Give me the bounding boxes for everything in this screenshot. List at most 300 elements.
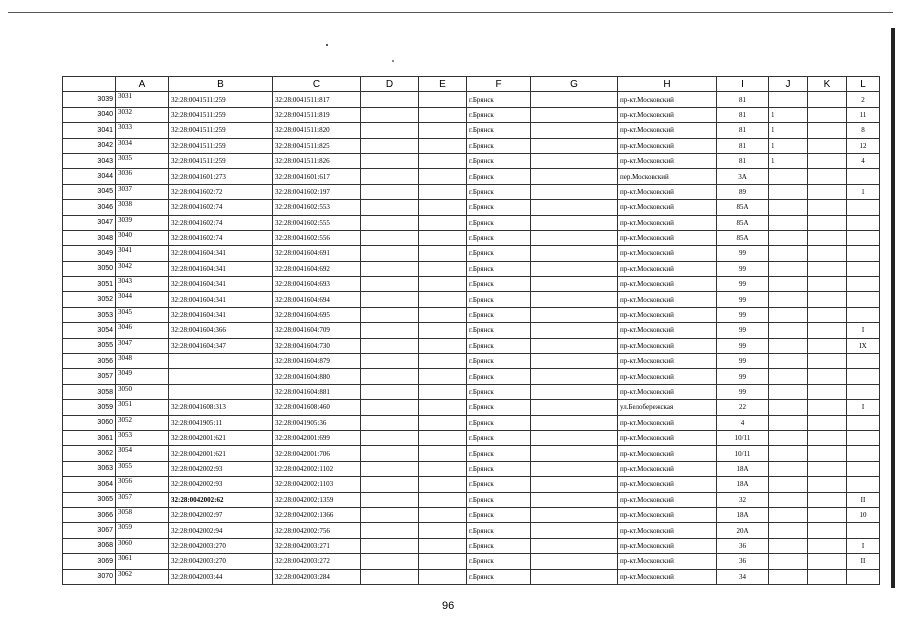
cell-h[interactable]: пр-кт.Московский bbox=[618, 507, 717, 522]
cell-g[interactable] bbox=[531, 384, 618, 399]
cell-f[interactable]: г.Брянск bbox=[467, 492, 531, 507]
cell-i[interactable]: 36 bbox=[717, 554, 769, 569]
cell-d[interactable] bbox=[361, 184, 419, 199]
cell-k[interactable] bbox=[808, 354, 847, 369]
cell-g[interactable] bbox=[531, 538, 618, 553]
row-header[interactable]: 3055 bbox=[63, 338, 116, 353]
cell-h[interactable]: пр-кт.Московский bbox=[618, 369, 717, 384]
cell-f[interactable]: г.Брянск bbox=[467, 354, 531, 369]
cell-c[interactable]: 32:28:0041602:555 bbox=[273, 215, 361, 230]
cell-a[interactable]: 3061 bbox=[116, 554, 169, 569]
cell-g[interactable] bbox=[531, 369, 618, 384]
cell-j[interactable] bbox=[769, 215, 808, 230]
cell-l[interactable]: IX bbox=[847, 338, 880, 353]
cell-k[interactable] bbox=[808, 400, 847, 415]
cell-k[interactable] bbox=[808, 215, 847, 230]
cell-b[interactable] bbox=[169, 354, 273, 369]
cell-b[interactable]: 32:28:0042002:62 bbox=[169, 492, 273, 507]
corner-cell[interactable] bbox=[63, 77, 116, 92]
cell-a[interactable]: 3048 bbox=[116, 354, 169, 369]
cell-b[interactable]: 32:28:0041604:341 bbox=[169, 246, 273, 261]
cell-c[interactable]: 32:28:0041604:691 bbox=[273, 246, 361, 261]
cell-h[interactable]: пр-кт.Московский bbox=[618, 430, 717, 445]
cell-e[interactable] bbox=[419, 138, 467, 153]
cell-a[interactable]: 3054 bbox=[116, 446, 169, 461]
cell-h[interactable]: пр-кт.Московский bbox=[618, 492, 717, 507]
cell-d[interactable] bbox=[361, 153, 419, 168]
cell-i[interactable]: 3А bbox=[717, 169, 769, 184]
cell-e[interactable] bbox=[419, 200, 467, 215]
cell-j[interactable] bbox=[769, 184, 808, 199]
cell-k[interactable] bbox=[808, 415, 847, 430]
cell-h[interactable]: пр-кт.Московский bbox=[618, 461, 717, 476]
cell-e[interactable] bbox=[419, 123, 467, 138]
row-header[interactable]: 3041 bbox=[63, 123, 116, 138]
cell-b[interactable]: 32:28:0041511:259 bbox=[169, 107, 273, 122]
cell-h[interactable]: пер.Московский bbox=[618, 169, 717, 184]
cell-g[interactable] bbox=[531, 446, 618, 461]
cell-c[interactable]: 32:28:0041905:36 bbox=[273, 415, 361, 430]
row-header[interactable]: 3056 bbox=[63, 354, 116, 369]
cell-e[interactable] bbox=[419, 323, 467, 338]
cell-l[interactable] bbox=[847, 354, 880, 369]
cell-h[interactable]: пр-кт.Московский bbox=[618, 554, 717, 569]
cell-i[interactable]: 85А bbox=[717, 215, 769, 230]
cell-g[interactable] bbox=[531, 323, 618, 338]
cell-k[interactable] bbox=[808, 184, 847, 199]
column-header[interactable]: K bbox=[808, 77, 847, 92]
cell-e[interactable] bbox=[419, 492, 467, 507]
cell-e[interactable] bbox=[419, 107, 467, 122]
cell-e[interactable] bbox=[419, 169, 467, 184]
cell-l[interactable]: 10 bbox=[847, 507, 880, 522]
cell-g[interactable] bbox=[531, 554, 618, 569]
cell-i[interactable]: 36 bbox=[717, 538, 769, 553]
cell-j[interactable] bbox=[769, 307, 808, 322]
cell-d[interactable] bbox=[361, 461, 419, 476]
cell-l[interactable] bbox=[847, 246, 880, 261]
row-header[interactable]: 3057 bbox=[63, 369, 116, 384]
cell-h[interactable]: пр-кт.Московский bbox=[618, 446, 717, 461]
cell-g[interactable] bbox=[531, 507, 618, 522]
cell-j[interactable]: 1 bbox=[769, 153, 808, 168]
cell-c[interactable]: 32:28:0041602:197 bbox=[273, 184, 361, 199]
cell-b[interactable]: 32:28:0041602:74 bbox=[169, 230, 273, 245]
cell-l[interactable] bbox=[847, 430, 880, 445]
cell-e[interactable] bbox=[419, 523, 467, 538]
cell-d[interactable] bbox=[361, 138, 419, 153]
cell-j[interactable] bbox=[769, 569, 808, 584]
cell-k[interactable] bbox=[808, 92, 847, 107]
cell-i[interactable]: 99 bbox=[717, 323, 769, 338]
cell-c[interactable]: 32:28:0041604:709 bbox=[273, 323, 361, 338]
cell-f[interactable]: г.Брянск bbox=[467, 323, 531, 338]
cell-k[interactable] bbox=[808, 461, 847, 476]
cell-b[interactable]: 32:28:0042003:270 bbox=[169, 554, 273, 569]
cell-a[interactable]: 3057 bbox=[116, 492, 169, 507]
row-header[interactable]: 3044 bbox=[63, 169, 116, 184]
cell-h[interactable]: пр-кт.Московский bbox=[618, 569, 717, 584]
cell-c[interactable]: 32:28:0041604:693 bbox=[273, 277, 361, 292]
cell-b[interactable]: 32:28:0041602:74 bbox=[169, 215, 273, 230]
cell-b[interactable]: 32:28:0041604:341 bbox=[169, 277, 273, 292]
cell-d[interactable] bbox=[361, 169, 419, 184]
cell-i[interactable]: 18А bbox=[717, 461, 769, 476]
cell-a[interactable]: 3039 bbox=[116, 215, 169, 230]
cell-d[interactable] bbox=[361, 507, 419, 522]
cell-j[interactable] bbox=[769, 354, 808, 369]
cell-k[interactable] bbox=[808, 200, 847, 215]
cell-c[interactable]: 32:28:0042002:1359 bbox=[273, 492, 361, 507]
cell-a[interactable]: 3037 bbox=[116, 184, 169, 199]
cell-b[interactable]: 32:28:0041604:341 bbox=[169, 261, 273, 276]
cell-h[interactable]: пр-кт.Московский bbox=[618, 323, 717, 338]
cell-h[interactable]: пр-кт.Московский bbox=[618, 230, 717, 245]
cell-c[interactable]: 32:28:0042002:1366 bbox=[273, 507, 361, 522]
cell-k[interactable] bbox=[808, 138, 847, 153]
cell-e[interactable] bbox=[419, 554, 467, 569]
row-header[interactable]: 3065 bbox=[63, 492, 116, 507]
cell-g[interactable] bbox=[531, 230, 618, 245]
cell-k[interactable] bbox=[808, 123, 847, 138]
cell-i[interactable]: 10/11 bbox=[717, 446, 769, 461]
cell-g[interactable] bbox=[531, 261, 618, 276]
cell-d[interactable] bbox=[361, 446, 419, 461]
cell-i[interactable]: 18А bbox=[717, 507, 769, 522]
cell-g[interactable] bbox=[531, 184, 618, 199]
cell-c[interactable]: 32:28:0042002:756 bbox=[273, 523, 361, 538]
cell-f[interactable]: г.Брянск bbox=[467, 200, 531, 215]
cell-h[interactable]: пр-кт.Московский bbox=[618, 277, 717, 292]
cell-a[interactable]: 3053 bbox=[116, 430, 169, 445]
column-header[interactable]: B bbox=[169, 77, 273, 92]
cell-j[interactable] bbox=[769, 461, 808, 476]
cell-h[interactable]: пр-кт.Московский bbox=[618, 107, 717, 122]
cell-b[interactable]: 32:28:0041602:74 bbox=[169, 200, 273, 215]
cell-c[interactable]: 32:28:0042003:284 bbox=[273, 569, 361, 584]
cell-b[interactable]: 32:28:0042003:270 bbox=[169, 538, 273, 553]
row-header[interactable]: 3067 bbox=[63, 523, 116, 538]
cell-i[interactable]: 20А bbox=[717, 523, 769, 538]
cell-j[interactable] bbox=[769, 292, 808, 307]
cell-f[interactable]: г.Брянск bbox=[467, 430, 531, 445]
cell-c[interactable]: 32:28:0041511:820 bbox=[273, 123, 361, 138]
cell-l[interactable] bbox=[847, 169, 880, 184]
cell-i[interactable]: 10/11 bbox=[717, 430, 769, 445]
cell-f[interactable]: г.Брянск bbox=[467, 123, 531, 138]
cell-c[interactable]: 32:28:0041602:553 bbox=[273, 200, 361, 215]
cell-l[interactable]: 8 bbox=[847, 123, 880, 138]
cell-e[interactable] bbox=[419, 384, 467, 399]
cell-j[interactable] bbox=[769, 446, 808, 461]
cell-c[interactable]: 32:28:0042001:706 bbox=[273, 446, 361, 461]
cell-e[interactable] bbox=[419, 338, 467, 353]
cell-k[interactable] bbox=[808, 261, 847, 276]
cell-f[interactable]: г.Брянск bbox=[467, 538, 531, 553]
cell-i[interactable]: 99 bbox=[717, 307, 769, 322]
cell-a[interactable]: 3038 bbox=[116, 200, 169, 215]
row-header[interactable]: 3051 bbox=[63, 277, 116, 292]
cell-f[interactable]: г.Брянск bbox=[467, 369, 531, 384]
cell-c[interactable]: 32:28:0041601:617 bbox=[273, 169, 361, 184]
cell-h[interactable]: пр-кт.Московский bbox=[618, 538, 717, 553]
cell-f[interactable]: г.Брянск bbox=[467, 277, 531, 292]
cell-i[interactable]: 99 bbox=[717, 354, 769, 369]
cell-b[interactable]: 32:28:0041511:259 bbox=[169, 123, 273, 138]
cell-b[interactable]: 32:28:0042002:93 bbox=[169, 461, 273, 476]
cell-g[interactable] bbox=[531, 107, 618, 122]
cell-c[interactable]: 32:28:0042002:1103 bbox=[273, 477, 361, 492]
cell-c[interactable]: 32:28:0041602:556 bbox=[273, 230, 361, 245]
row-header[interactable]: 3058 bbox=[63, 384, 116, 399]
cell-e[interactable] bbox=[419, 184, 467, 199]
cell-j[interactable] bbox=[769, 384, 808, 399]
cell-e[interactable] bbox=[419, 461, 467, 476]
cell-j[interactable] bbox=[769, 477, 808, 492]
cell-k[interactable] bbox=[808, 446, 847, 461]
cell-b[interactable]: 32:28:0041604:347 bbox=[169, 338, 273, 353]
cell-i[interactable]: 81 bbox=[717, 153, 769, 168]
cell-e[interactable] bbox=[419, 292, 467, 307]
cell-f[interactable]: г.Брянск bbox=[467, 400, 531, 415]
cell-l[interactable] bbox=[847, 477, 880, 492]
cell-d[interactable] bbox=[361, 200, 419, 215]
cell-g[interactable] bbox=[531, 246, 618, 261]
cell-h[interactable]: пр-кт.Московский bbox=[618, 200, 717, 215]
row-header[interactable]: 3064 bbox=[63, 477, 116, 492]
column-header[interactable]: C bbox=[273, 77, 361, 92]
cell-h[interactable]: пр-кт.Московский bbox=[618, 215, 717, 230]
cell-f[interactable]: г.Брянск bbox=[467, 415, 531, 430]
cell-k[interactable] bbox=[808, 477, 847, 492]
cell-e[interactable] bbox=[419, 215, 467, 230]
cell-l[interactable] bbox=[847, 446, 880, 461]
cell-f[interactable]: г.Брянск bbox=[467, 307, 531, 322]
row-header[interactable]: 3042 bbox=[63, 138, 116, 153]
cell-h[interactable]: пр-кт.Московский bbox=[618, 184, 717, 199]
cell-i[interactable]: 99 bbox=[717, 277, 769, 292]
cell-c[interactable]: 32:28:0041604:880 bbox=[273, 369, 361, 384]
cell-i[interactable]: 81 bbox=[717, 92, 769, 107]
cell-j[interactable] bbox=[769, 400, 808, 415]
cell-e[interactable] bbox=[419, 92, 467, 107]
cell-e[interactable] bbox=[419, 400, 467, 415]
cell-a[interactable]: 3051 bbox=[116, 400, 169, 415]
cell-j[interactable] bbox=[769, 338, 808, 353]
cell-e[interactable] bbox=[419, 569, 467, 584]
cell-f[interactable]: г.Брянск bbox=[467, 477, 531, 492]
cell-e[interactable] bbox=[419, 538, 467, 553]
cell-l[interactable] bbox=[847, 215, 880, 230]
cell-k[interactable] bbox=[808, 246, 847, 261]
cell-a[interactable]: 3036 bbox=[116, 169, 169, 184]
cell-d[interactable] bbox=[361, 230, 419, 245]
cell-e[interactable] bbox=[419, 153, 467, 168]
cell-c[interactable]: 32:28:0041604:695 bbox=[273, 307, 361, 322]
cell-l[interactable] bbox=[847, 569, 880, 584]
cell-i[interactable]: 85А bbox=[717, 230, 769, 245]
cell-j[interactable]: 1 bbox=[769, 107, 808, 122]
cell-d[interactable] bbox=[361, 477, 419, 492]
cell-j[interactable] bbox=[769, 369, 808, 384]
cell-g[interactable] bbox=[531, 92, 618, 107]
column-header[interactable]: H bbox=[618, 77, 717, 92]
cell-f[interactable]: г.Брянск bbox=[467, 569, 531, 584]
cell-k[interactable] bbox=[808, 107, 847, 122]
cell-i[interactable]: 81 bbox=[717, 107, 769, 122]
row-header[interactable]: 3039 bbox=[63, 92, 116, 107]
cell-g[interactable] bbox=[531, 477, 618, 492]
cell-c[interactable]: 32:28:0041608:460 bbox=[273, 400, 361, 415]
cell-g[interactable] bbox=[531, 354, 618, 369]
cell-k[interactable] bbox=[808, 523, 847, 538]
cell-b[interactable]: 32:28:0042002:93 bbox=[169, 477, 273, 492]
row-header[interactable]: 3070 bbox=[63, 569, 116, 584]
cell-i[interactable]: 22 bbox=[717, 400, 769, 415]
row-header[interactable]: 3040 bbox=[63, 107, 116, 122]
row-header[interactable]: 3066 bbox=[63, 507, 116, 522]
cell-a[interactable]: 3032 bbox=[116, 107, 169, 122]
row-header[interactable]: 3048 bbox=[63, 230, 116, 245]
cell-b[interactable]: 32:28:0041511:259 bbox=[169, 153, 273, 168]
cell-h[interactable]: ул.Белобережская bbox=[618, 400, 717, 415]
cell-a[interactable]: 3031 bbox=[116, 92, 169, 107]
cell-k[interactable] bbox=[808, 507, 847, 522]
cell-l[interactable]: I bbox=[847, 400, 880, 415]
cell-d[interactable] bbox=[361, 92, 419, 107]
cell-c[interactable]: 32:28:0041604:730 bbox=[273, 338, 361, 353]
cell-c[interactable]: 32:28:0041511:826 bbox=[273, 153, 361, 168]
cell-k[interactable] bbox=[808, 492, 847, 507]
cell-d[interactable] bbox=[361, 277, 419, 292]
cell-k[interactable] bbox=[808, 538, 847, 553]
cell-l[interactable]: II bbox=[847, 554, 880, 569]
cell-h[interactable]: пр-кт.Московский bbox=[618, 246, 717, 261]
cell-j[interactable] bbox=[769, 200, 808, 215]
row-header[interactable]: 3054 bbox=[63, 323, 116, 338]
cell-f[interactable]: г.Брянск bbox=[467, 230, 531, 245]
cell-e[interactable] bbox=[419, 354, 467, 369]
cell-b[interactable]: 32:28:0041511:259 bbox=[169, 138, 273, 153]
cell-e[interactable] bbox=[419, 307, 467, 322]
cell-j[interactable] bbox=[769, 169, 808, 184]
cell-a[interactable]: 3052 bbox=[116, 415, 169, 430]
cell-g[interactable] bbox=[531, 523, 618, 538]
cell-b[interactable]: 32:28:0041604:341 bbox=[169, 292, 273, 307]
cell-d[interactable] bbox=[361, 554, 419, 569]
cell-g[interactable] bbox=[531, 292, 618, 307]
cell-g[interactable] bbox=[531, 277, 618, 292]
row-header[interactable]: 3068 bbox=[63, 538, 116, 553]
cell-l[interactable] bbox=[847, 384, 880, 399]
cell-g[interactable] bbox=[531, 430, 618, 445]
cell-l[interactable] bbox=[847, 369, 880, 384]
row-header[interactable]: 3049 bbox=[63, 246, 116, 261]
cell-b[interactable]: 32:28:0042002:94 bbox=[169, 523, 273, 538]
cell-d[interactable] bbox=[361, 354, 419, 369]
cell-d[interactable] bbox=[361, 538, 419, 553]
column-header[interactable]: L bbox=[847, 77, 880, 92]
cell-c[interactable]: 32:28:0041604:881 bbox=[273, 384, 361, 399]
cell-i[interactable]: 89 bbox=[717, 184, 769, 199]
cell-g[interactable] bbox=[531, 492, 618, 507]
cell-j[interactable] bbox=[769, 323, 808, 338]
cell-d[interactable] bbox=[361, 384, 419, 399]
cell-g[interactable] bbox=[531, 200, 618, 215]
cell-a[interactable]: 3040 bbox=[116, 230, 169, 245]
cell-g[interactable] bbox=[531, 215, 618, 230]
cell-k[interactable] bbox=[808, 169, 847, 184]
row-header[interactable]: 3069 bbox=[63, 554, 116, 569]
cell-j[interactable] bbox=[769, 415, 808, 430]
cell-f[interactable]: г.Брянск bbox=[467, 169, 531, 184]
cell-j[interactable] bbox=[769, 230, 808, 245]
cell-c[interactable]: 32:28:0041604:692 bbox=[273, 261, 361, 276]
cell-f[interactable]: г.Брянск bbox=[467, 384, 531, 399]
column-header[interactable]: G bbox=[531, 77, 618, 92]
cell-c[interactable]: 32:28:0042003:271 bbox=[273, 538, 361, 553]
cell-k[interactable] bbox=[808, 384, 847, 399]
cell-k[interactable] bbox=[808, 569, 847, 584]
cell-c[interactable]: 32:28:0041511:817 bbox=[273, 92, 361, 107]
cell-d[interactable] bbox=[361, 215, 419, 230]
cell-e[interactable] bbox=[419, 446, 467, 461]
cell-a[interactable]: 3059 bbox=[116, 523, 169, 538]
cell-h[interactable]: пр-кт.Московский bbox=[618, 338, 717, 353]
cell-a[interactable]: 3056 bbox=[116, 477, 169, 492]
cell-d[interactable] bbox=[361, 246, 419, 261]
cell-c[interactable]: 32:28:0042002:1102 bbox=[273, 461, 361, 476]
cell-i[interactable]: 4 bbox=[717, 415, 769, 430]
column-header[interactable]: I bbox=[717, 77, 769, 92]
cell-g[interactable] bbox=[531, 307, 618, 322]
cell-f[interactable]: г.Брянск bbox=[467, 184, 531, 199]
cell-j[interactable] bbox=[769, 554, 808, 569]
cell-b[interactable]: 32:28:0042003:44 bbox=[169, 569, 273, 584]
cell-a[interactable]: 3060 bbox=[116, 538, 169, 553]
cell-f[interactable]: г.Брянск bbox=[467, 153, 531, 168]
cell-l[interactable] bbox=[847, 307, 880, 322]
cell-e[interactable] bbox=[419, 430, 467, 445]
cell-b[interactable]: 32:28:0041608:313 bbox=[169, 400, 273, 415]
cell-l[interactable]: 11 bbox=[847, 107, 880, 122]
cell-f[interactable]: г.Брянск bbox=[467, 461, 531, 476]
cell-a[interactable]: 3035 bbox=[116, 153, 169, 168]
cell-d[interactable] bbox=[361, 415, 419, 430]
cell-h[interactable]: пр-кт.Московский bbox=[618, 307, 717, 322]
cell-f[interactable]: г.Брянск bbox=[467, 246, 531, 261]
cell-b[interactable]: 32:28:0041601:273 bbox=[169, 169, 273, 184]
cell-c[interactable]: 32:28:0041511:819 bbox=[273, 107, 361, 122]
cell-f[interactable]: г.Брянск bbox=[467, 446, 531, 461]
cell-g[interactable] bbox=[531, 138, 618, 153]
cell-l[interactable] bbox=[847, 200, 880, 215]
row-header[interactable]: 3045 bbox=[63, 184, 116, 199]
cell-e[interactable] bbox=[419, 261, 467, 276]
cell-i[interactable]: 85А bbox=[717, 200, 769, 215]
cell-g[interactable] bbox=[531, 461, 618, 476]
cell-d[interactable] bbox=[361, 369, 419, 384]
cell-f[interactable]: г.Брянск bbox=[467, 261, 531, 276]
cell-a[interactable]: 3045 bbox=[116, 307, 169, 322]
cell-d[interactable] bbox=[361, 569, 419, 584]
cell-b[interactable] bbox=[169, 369, 273, 384]
row-header[interactable]: 3053 bbox=[63, 307, 116, 322]
cell-k[interactable] bbox=[808, 307, 847, 322]
cell-g[interactable] bbox=[531, 169, 618, 184]
cell-i[interactable]: 32 bbox=[717, 492, 769, 507]
cell-f[interactable]: г.Брянск bbox=[467, 138, 531, 153]
